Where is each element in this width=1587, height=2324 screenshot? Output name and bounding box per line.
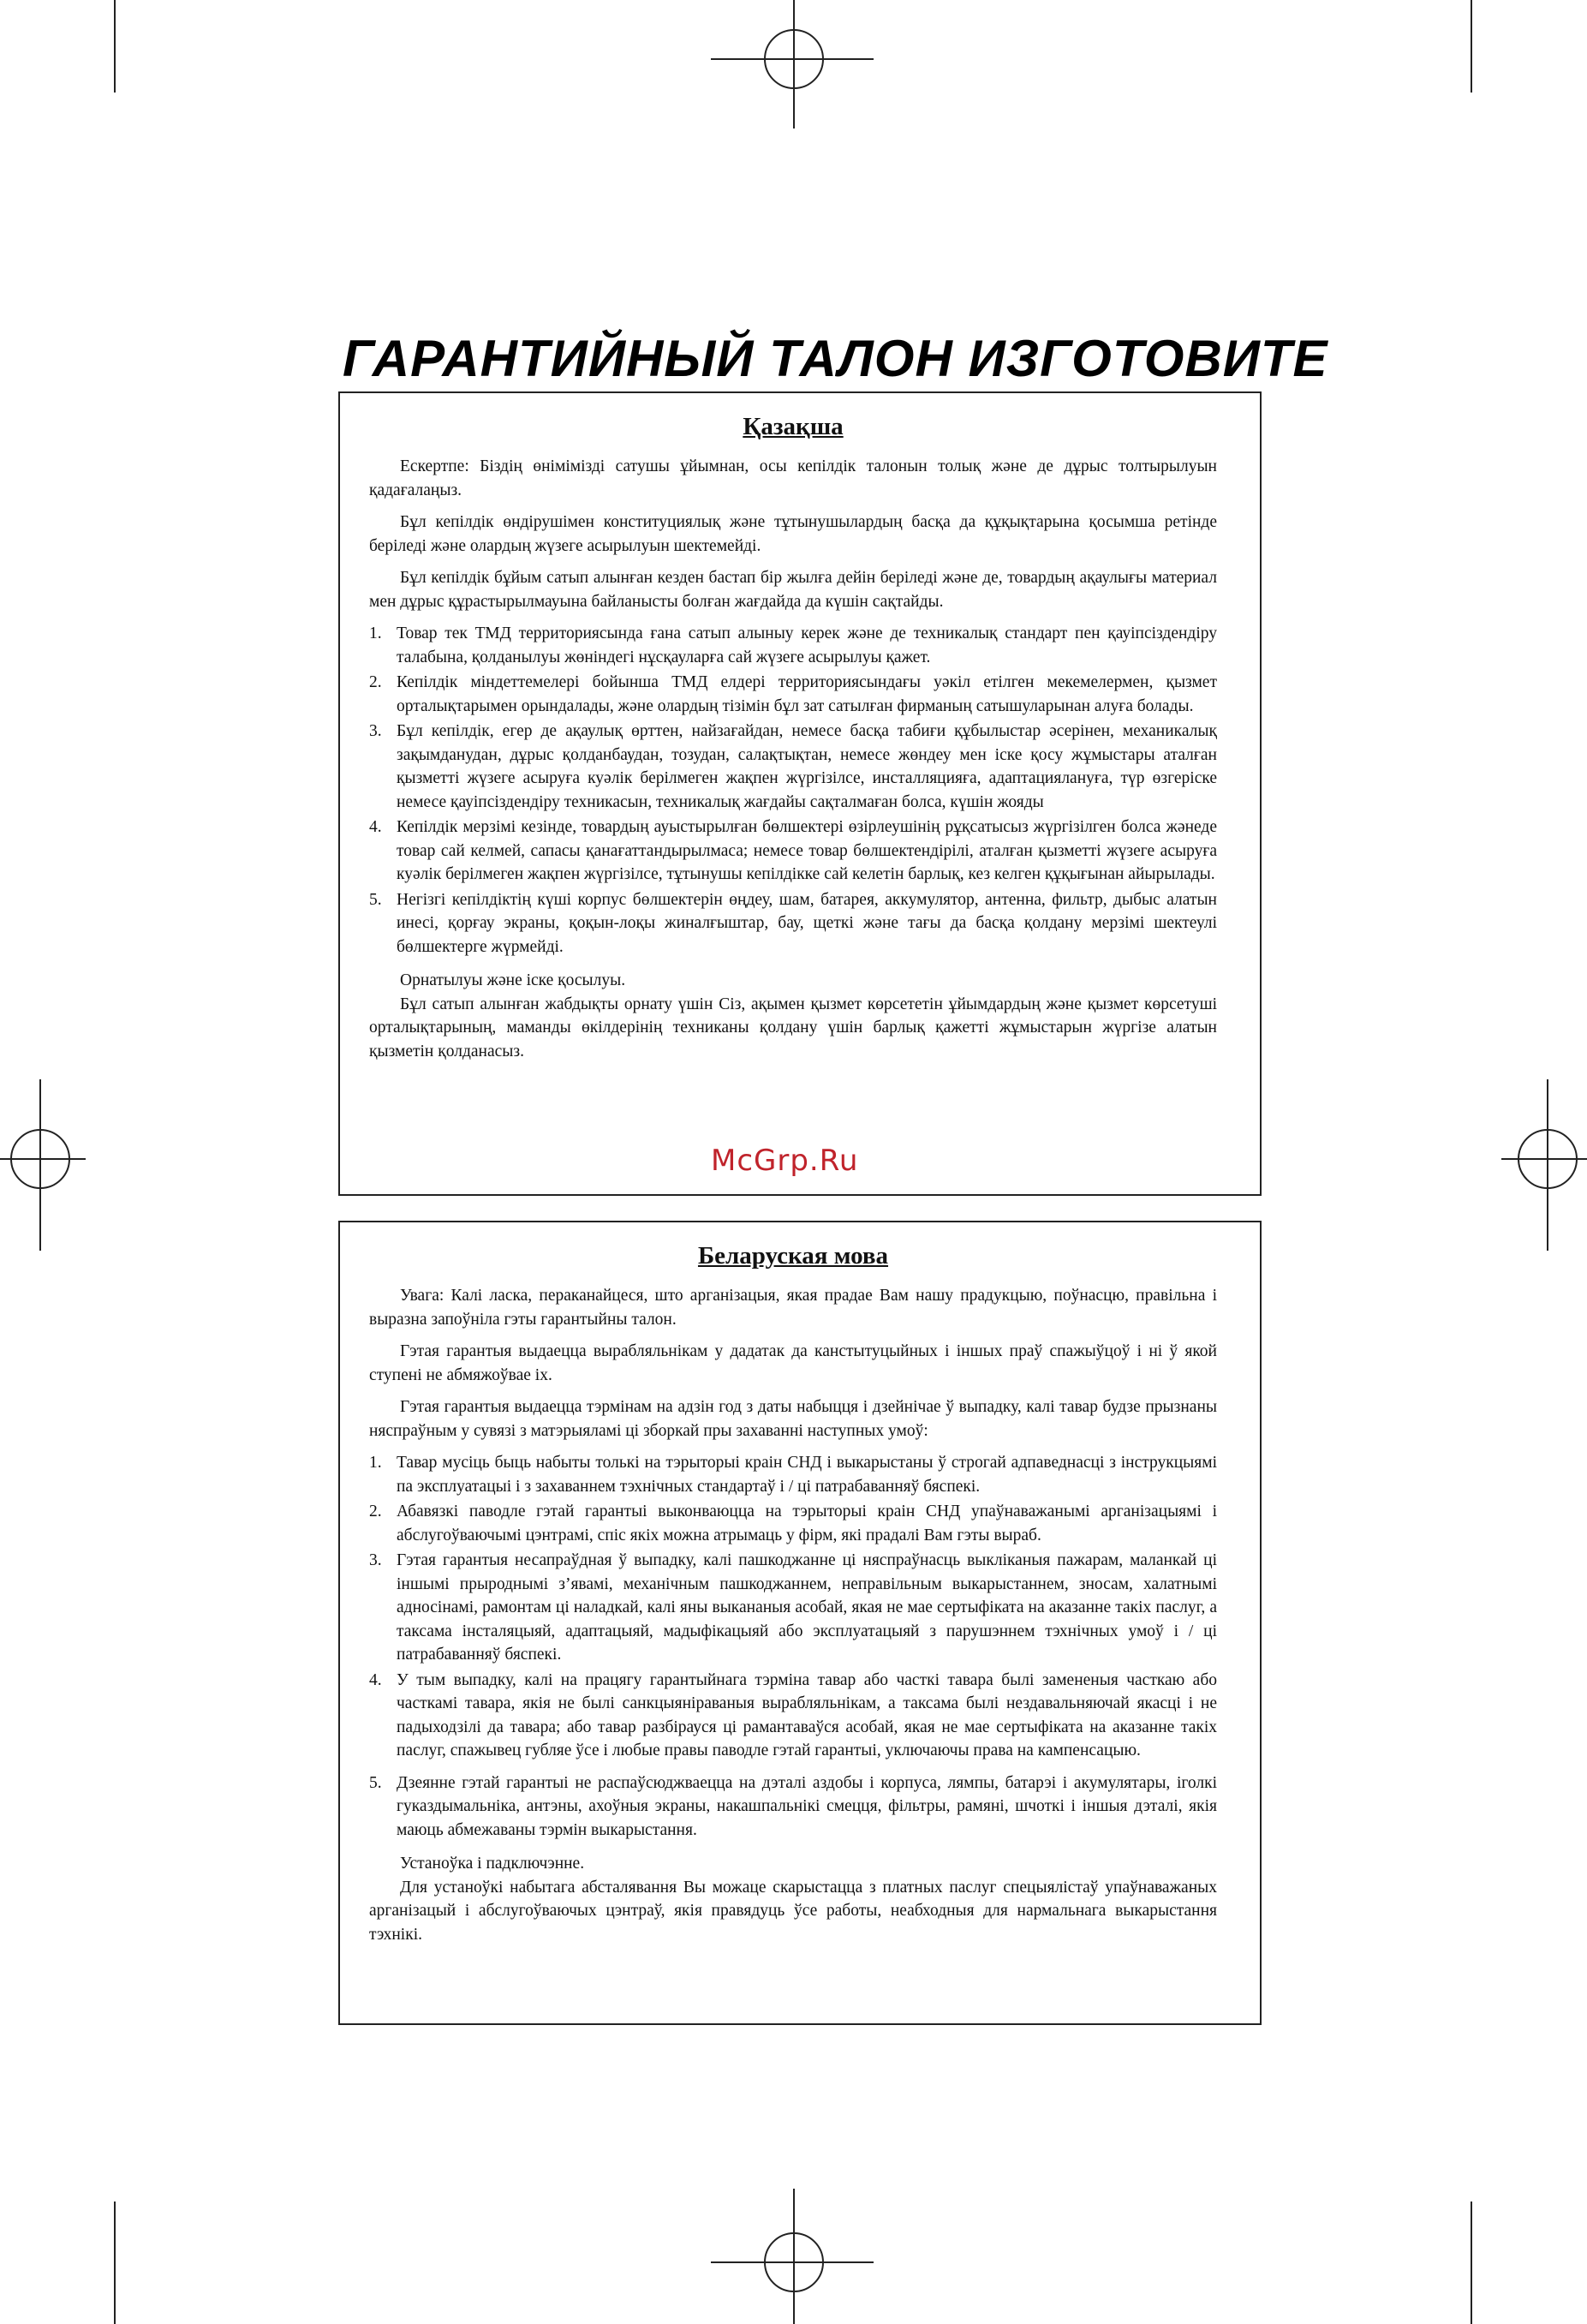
crop-mark-bottom-left-v <box>114 2202 116 2324</box>
kazakh-conditions-list <box>369 622 1217 959</box>
list-item <box>369 671 1217 718</box>
kazakh-heading: Қазақша <box>743 413 844 440</box>
belarusian-install-text: Для устаноўкі набытага абсталявання Вы можаце скарыстацца з платных паслуг спецыялістаў упаўнаважаных арганізацый і абслугоўваючых цэнтраў, якія правядуць ўсе работы, неабходныя для нармальнага выкарыстання тэхнікі. <box>369 1878 1217 1944</box>
list-item <box>369 622 1217 669</box>
list-item <box>369 1669 1217 1763</box>
item-number: 5. <box>369 1773 382 1792</box>
item-number: 3. <box>369 722 382 740</box>
item-text: Кепілдік міндеттемелері бойынша ТМД елдері территориясындағы уәкіл етілген мекемелермен, қызмет орталықтарымен орындалады, және олардың тізімін бұл зат сатылған фирманың сатышуларынан алуға болады. <box>397 673 1217 715</box>
item-text: Абавязкі паводле гэтай гарантыі выконваюцца на тэрыторыі краін СНД упаўнаважанымі арганізацыямі і абслугоўваючымі цэнтрамі, спіс якіх можна атрымаць у фірм, які прадалі Вам гэты выраб. <box>397 1503 1217 1544</box>
item-number: 1. <box>369 624 382 642</box>
kazakh-section <box>338 391 1262 1196</box>
kazakh-install-heading: Орнатылуы және іске қосылуы. <box>400 971 626 989</box>
item-number: 4. <box>369 818 382 836</box>
item-text: Дзеянне гэтай гарантыі не распаўсюджваецца на дэталі аздобы і корпуса, лямпы, батарэі і акумулятары, іголкі гуказдымальніка, антэны, ахоўныя экраны, накашпальнікі смецця, фільтры, рамяні, шчоткі і іншыя дэталі, якія маюць абмежаваны тэрмін выкарыстання. <box>397 1773 1217 1839</box>
item-number: 4. <box>369 1670 382 1689</box>
registration-mark-top-icon <box>764 29 824 89</box>
belarusian-intro-3: Гэтая гарантыя выдаецца тэрмінам на адзін год з даты набыцця і дзейнічае ў выпадку, калі тавар будзе прызнаны няспраўным у сувязі з матэрыяламі ці зборкай пры захаванні наступных умоў: <box>369 1398 1217 1440</box>
item-text: Тавар мусіць быць набыты толькі на тэрыторыі краін СНД і выкарыстаны ў строгай адпаведнасці з інструкцыямі па эксплуатацыі і з захаваннем тэхнічных стандартаў і / ці патрабаванняў бяспекі. <box>397 1454 1217 1496</box>
belarusian-conditions-list <box>369 1451 1217 1842</box>
crop-mark-top-left-v <box>114 0 116 93</box>
item-number: 2. <box>369 673 382 691</box>
list-item <box>369 815 1217 887</box>
kazakh-intro-2: Бұл кепілдік өндірушімен конституциялық және тұтынушылардың басқа да құқықтарына қосымша ретінде беріледі және олардың жүзеге асырылуын шектемейді. <box>369 513 1217 555</box>
item-text: Товар тек ТМД территориясында ғана сатып алыныу керек және де техникалық стандарт пен қауіпсіздендіру талабына, қолданылуы жөніндегі нұсқауларға сай жүзеге асырылуы қажет. <box>397 624 1217 666</box>
list-item <box>369 720 1217 814</box>
list-item <box>369 888 1217 959</box>
list-item <box>369 1451 1217 1498</box>
item-number: 3. <box>369 1551 382 1569</box>
belarusian-install-heading: Устаноўка і падключэнне. <box>400 1855 585 1873</box>
crop-mark-top-right-v <box>1471 0 1472 93</box>
item-number: 5. <box>369 890 382 909</box>
item-text: Гэтая гарантыя несапраўдная ў выпадку, калі пашкоджанне ці няспраўнасць выкліканыя пажарам, маланкай ці іншымі прыроднымі з’явамі, механічным пашкоджаннем, неправільным выкарыстаннем, зносам, халатнымі адносінамі, рамонтам ці наладкай, калі яны выкананыя асобай, якая не мае сертыфіката на аказанне такіх паслуг, а таксама інсталяцыяй, адаптацыяй, мадыфікацыяй або эксплуатацыяй з парушэннем тэхнічных умоў і / ці патрабаванняў бяспекі. <box>397 1551 1217 1664</box>
kazakh-intro-1: Ескертпе: Біздің өнімімізді сатушы ұйымнан, осы кепілдік талонын толық және де дұрыс толтырылуын қадағалаңыз. <box>369 457 1217 499</box>
kazakh-intro-3: Бұл кепілдік бұйым сатып алынған кезден бастап бір жылға дейін беріледі және де, товардың ақаулығы материал мен дұрыс құрастырылмауына байланысты болған жағдайда да күшін сақтайды. <box>369 569 1217 611</box>
list-item <box>369 1549 1217 1667</box>
belarusian-heading: Беларуская мова <box>697 1242 889 1270</box>
item-text: У тым выпадку, калі на працягу гарантыйнага тэрміна тавар або часткі тавара былі замененыя часткаю або часткамі тавара, якія не былі санкцыяніраваныя вырабляльнікам, а таксама былі нездавальняючай якасці і не падыходзілі да тавара; або тавар разбірауся ці рамантаваўся асобай, якая не мае сертыфіката на аказанне такіх паслуг, спажывец губляе ўсе і любые правы паводле гэтай гарантыі, уключаючы права на кампенсацыю. <box>397 1670 1217 1759</box>
item-text: Негізгі кепілдіктің күші корпус бөлшектерін өңдеу, шам, батарея, аккумулятор, антенна, фильтр, дыбыс алатын инесі, қорғау экраны, қоқын-лоқы жиналғыштар, бау, щеткі және тағы да басқа қолдану мерзімі шектеулі бөлшектерге жүрмейді. <box>397 890 1217 956</box>
belarusian-section <box>338 1221 1262 2025</box>
list-item <box>369 1771 1217 1843</box>
belarusian-intro-2: Гэтая гарантыя выдаецца вырабляльнікам у дадатак да канстытуцыйных і іншых праў спажыўцоў і ні ў якой ступені не абмяжоўвае іх. <box>369 1342 1217 1384</box>
item-number: 1. <box>369 1454 382 1472</box>
crop-mark-bottom-right-v <box>1471 2202 1472 2324</box>
kazakh-install-text: Бұл сатып алынған жабдықты орнату үшін Сіз, ақымен қызмет көрсететін ұйымдардың және қызмет көрсетуші орталықтарының, маманды өкілдерінің техниканы қолдану үшін барлық қажетті жұмыстарын жүргізе алатын қызметін қолданасыз. <box>369 995 1217 1060</box>
registration-mark-left-icon <box>10 1129 70 1189</box>
watermark: McGrp.Ru <box>711 1144 859 1178</box>
registration-mark-bottom-icon <box>764 2232 824 2292</box>
item-text: Кепілдік мерзімі кезінде, товардың ауыстырылған бөлшектері өзірлеушінің рұқсатысыз жүргізілген болса жәнеде товар сай келмей, сапасы қанағаттандырылмаса; немесе товар бөлшектендірілі, аталған қызметті жүзеге асыруға куәлік берілмеген жақпен жүргізілсе, тұтынушы кепілдікке сай келетін барлық, кез келген құқығынан айырылады. <box>397 818 1217 883</box>
list-item <box>369 1500 1217 1547</box>
item-number: 2. <box>369 1503 382 1520</box>
registration-mark-right-icon <box>1518 1129 1578 1189</box>
belarusian-intro-1: Увага: Калі ласка, пераканайцеся, што арганізацыя, якая прадае Вам нашу прадукцыю, поўнасцю, правільна і выразна запоўніла гэты гарантыйны талон. <box>369 1287 1217 1329</box>
page-title: ГАРАНТИЙНЫЙ ТАЛОН ИЗГОТОВИТЕ <box>343 330 1328 380</box>
item-text: Бұл кепілдік, егер де ақаулық өрттен, найзағайдан, немесе басқа табиғи құбылыстар әсерінен, механикалық зақымданудан, дұрыс қолданбаудан, тозудан, салақтықтан, немесе жөндеу мен іске қосу жұмыстары аталған қызметті жүзеге асыруға куәлік берілмеген жақпен жүргізілсе, инсталляцияға, адаптациялануға, түр өзгеріске немесе қауіпсіздендіру техникасын, техникалық жағдайы сақталмаған болса, күшін жояды <box>397 722 1217 811</box>
